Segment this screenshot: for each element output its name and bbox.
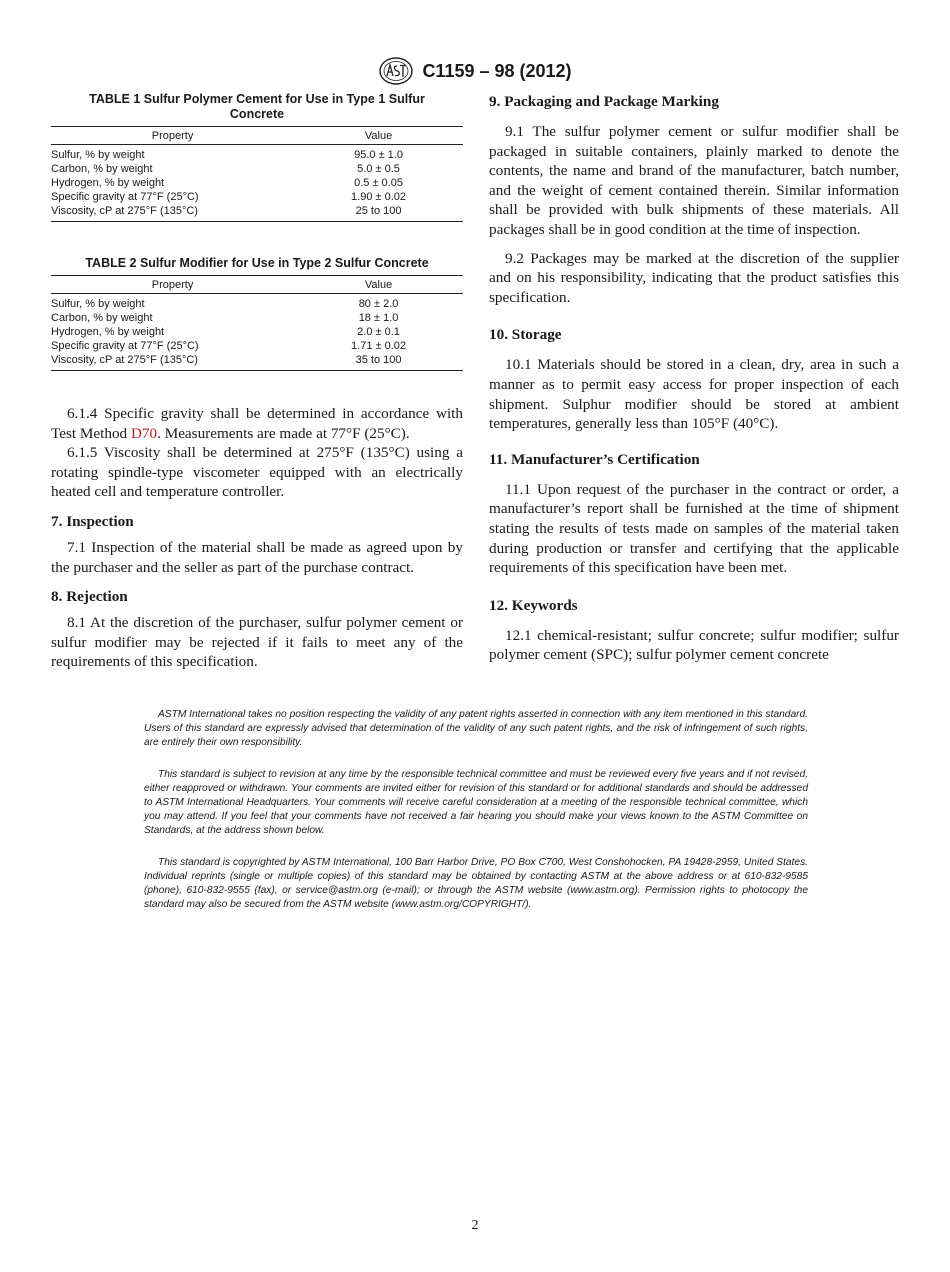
section-8-heading: 8. Rejection bbox=[51, 588, 128, 606]
table-header: Value bbox=[364, 130, 393, 142]
table-cell: Specific gravity at 77°F (25°C) bbox=[51, 340, 199, 352]
table-cell: Hydrogen, % by weight bbox=[51, 326, 165, 338]
table-cell: 1.71 ± 0.02 bbox=[351, 340, 407, 352]
paragraph-text: . Measurements are made at 77°F (25°C). bbox=[157, 424, 410, 442]
table-cell: 1.90 ± 0.02 bbox=[351, 191, 407, 203]
table-row bbox=[51, 339, 463, 353]
astm-logo-icon bbox=[378, 56, 414, 86]
table-cell: 80 ± 2.0 bbox=[358, 298, 399, 310]
paragraph-10-1: 10.1 Materials should be stored in a clean, dry, area in such a manner as to permit easy access for proper inspection of each shipment. Sulphur modifier should be stored at ambient temperatures, generally less than 105°F (40°C). bbox=[489, 356, 899, 433]
table-cell: 5.0 ± 0.5 bbox=[357, 163, 400, 175]
paragraph-8-1: 8.1 At the discretion of the purchaser, sulfur polymer cement or sulfur modifier may be rejected if it fails to meet any of the requirements of this specification. bbox=[51, 614, 463, 671]
table-header: Property bbox=[151, 279, 194, 291]
page-header bbox=[0, 56, 950, 86]
paragraph-12-1: 12.1 chemical-resistant; sulfur concrete; sulfur modifier; sulfur polymer cement (SPC); sulfur polymer cement concrete bbox=[489, 626, 899, 664]
table-cell: Specific gravity at 77°F (25°C) bbox=[51, 191, 199, 203]
paragraph-6-1-5: 6.1.5 Viscosity shall be determined at 275°F (135°C) using a rotating spindle-type viscometer equipped with an electrically heated cell and temperature controller. bbox=[51, 444, 463, 501]
paragraph-text: 6.1.4 Specific gravity shall be determined in accordance with Test Method bbox=[51, 405, 463, 442]
section-7-heading: 7. Inspection bbox=[51, 512, 134, 530]
page-number: 2 bbox=[471, 1218, 479, 1233]
section-11-heading: 11. Manufacturer’s Certification bbox=[489, 450, 700, 468]
section-9-heading: 9. Packaging and Package Marking bbox=[489, 93, 719, 110]
copyright-notice: This standard is copyrighted by ASTM International, 100 Barr Harbor Drive, PO Box C700, West Conshohocken, PA 19428-2959, United States. Individual reprints (single or multiple copies) of this standard may be obtained by contacting ASTM at the above address or at 610-832-9585 (phone), 610-832-9555 (fax), or service@astm.org (e-mail); or through the ASTM website (www.astm.org). Permission rights to photocopy the standard may also be secured from the ASTM website (www.astm.org/COPYRIGHT/). bbox=[144, 857, 808, 910]
section-12-heading: 12. Keywords bbox=[489, 596, 578, 614]
table-row bbox=[51, 162, 463, 176]
revision-notice: This standard is subject to revision at any time by the responsible technical committee and must be reviewed every five years and if not revised, either reapproved or withdrawn. Your comments are invited either for revision of this standard or for additional standards and should be addressed to ASTM International Headquarters. Your comments will receive careful consideration at a meeting of the responsible technical committee, which you may attend. If you feel that your comments have not received a fair hearing you should make your views known to the ASTM Committee on Standards, at the address shown below. bbox=[144, 769, 808, 836]
paragraph-9-1: 9.1 The sulfur polymer cement or sulfur modifier shall be packaged in suitable containers, plainly marked to denote the contents, the name and brand of the manufacturer, batch number, and the weight of cement contained therein. Similar information shall be provided with bulk shipments of these materials. All packages shall be in good condition at the time of inspection. bbox=[489, 123, 899, 238]
table-header: Value bbox=[364, 279, 393, 291]
right-column bbox=[489, 92, 899, 665]
paragraph-9-2: 9.2 Packages may be marked at the discretion of the supplier and on his responsibility, indicating that the product satisfies this specification. bbox=[489, 249, 899, 306]
legal-footer bbox=[144, 708, 808, 912]
left-column bbox=[51, 92, 463, 672]
patent-notice: ASTM International takes no position respecting the validity of any patent rights asserted in connection with any item mentioned in this standard. Users of this standard are expressly advised that determination of the validity of any such patent rights, and the risk of infringement of such rights, are entirely their own responsibility. bbox=[144, 709, 808, 748]
table-row bbox=[51, 145, 463, 163]
table-row bbox=[51, 294, 463, 312]
table-row bbox=[51, 325, 463, 339]
table2-caption: TABLE 2 Sulfur Modifier for Use in Type 2 Sulfur Concrete bbox=[85, 256, 429, 270]
table-row bbox=[51, 176, 463, 190]
table2 bbox=[51, 275, 463, 371]
table1-caption: TABLE 1 Sulfur Polymer Cement for Use in Type 1 Sulfur Concrete bbox=[89, 92, 425, 121]
paragraph-7-1: 7.1 Inspection of the material shall be made as agreed upon by the purchaser and the seller as part of the purchase contract. bbox=[51, 538, 463, 576]
table-cell: 0.5 ± 0.05 bbox=[354, 177, 403, 189]
paragraph-11-1: 11.1 Upon request of the purchaser in the contract or order, a manufacturer’s report shall be furnished at the time of shipment stating the results of tests made on samples of the material taken during production or transfer and certifying that the applicable requirements of this specification have been met. bbox=[489, 480, 899, 577]
table1 bbox=[51, 126, 463, 222]
table-cell: Viscosity, cP at 275°F (135°C) bbox=[51, 354, 198, 366]
table-cell: Viscosity, cP at 275°F (135°C) bbox=[51, 205, 198, 217]
paragraph-6-1-4 bbox=[51, 404, 463, 443]
table-cell: Hydrogen, % by weight bbox=[51, 177, 165, 189]
table-cell: 18 ± 1.0 bbox=[358, 312, 399, 324]
designation: C1159 – 98 (2012) bbox=[422, 60, 572, 81]
table-cell: 35 to 100 bbox=[355, 354, 402, 366]
table-row bbox=[51, 190, 463, 204]
table-row bbox=[51, 204, 463, 222]
d70-link[interactable]: D70 bbox=[130, 424, 158, 442]
table-cell: Carbon, % by weight bbox=[51, 312, 153, 324]
table-row bbox=[51, 353, 463, 371]
table-row bbox=[51, 311, 463, 325]
table-cell: Carbon, % by weight bbox=[51, 163, 153, 175]
table-cell: 95.0 ± 1.0 bbox=[354, 149, 403, 161]
section-10-heading: 10. Storage bbox=[489, 326, 562, 344]
table-cell: Sulfur, % by weight bbox=[51, 149, 145, 161]
table-header: Property bbox=[151, 130, 194, 142]
table-cell: 25 to 100 bbox=[355, 205, 402, 217]
table-cell: 2.0 ± 0.1 bbox=[357, 326, 400, 338]
table-cell: Sulfur, % by weight bbox=[51, 298, 145, 310]
